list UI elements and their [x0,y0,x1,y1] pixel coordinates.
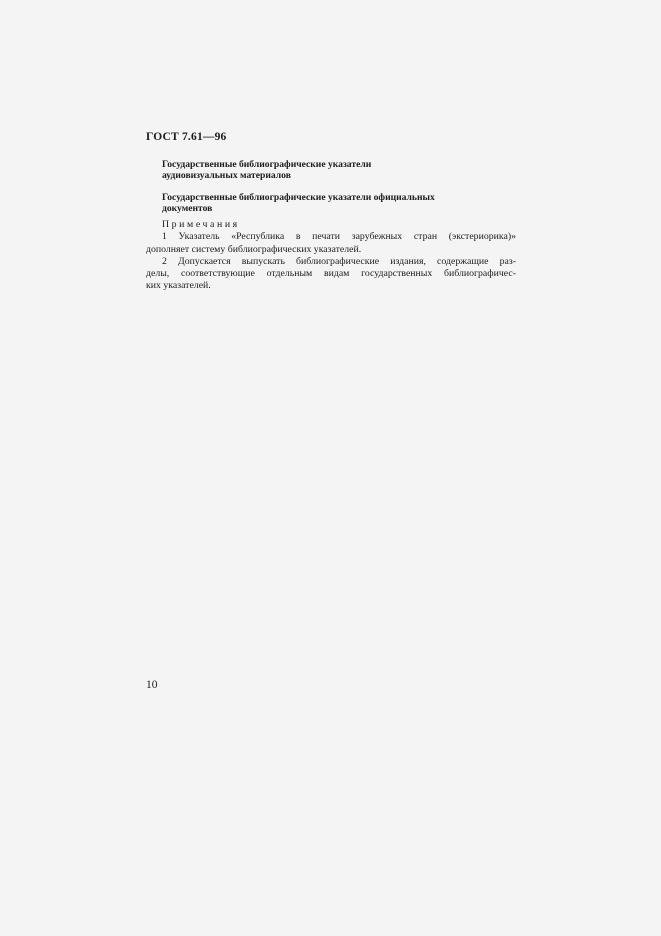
note-line: дополняет систему библиографических указателей. [146,243,362,255]
note-line: 1 Указатель «Республика в печати зарубежных стран (экстериорика)» [162,231,516,243]
section-heading-line: Государственные библиографические указатели [162,159,372,170]
section-heading-line: документов [162,203,213,214]
note-item-1 [146,231,516,256]
notes-block [146,219,516,293]
page-number: 10 [146,679,158,691]
section-heading-official-documents [162,192,502,214]
note-item-2 [146,256,516,293]
note-line: делы, соответствующие отдельным видам государственных библиографичес- [146,268,516,280]
section-heading-line: Государственные библиографические указатели официальных [162,192,435,203]
note-line: 2 Допускается выпускать библиографические издания, содержащие раз- [162,255,516,267]
section-heading-audiovisual [162,159,502,181]
section-heading-line: аудиовизуальных материалов [162,170,291,181]
notes-title: Примечания [162,219,240,230]
note-line: ких указателей. [146,280,211,292]
document-code: ГОСТ 7.61—96 [146,131,227,143]
